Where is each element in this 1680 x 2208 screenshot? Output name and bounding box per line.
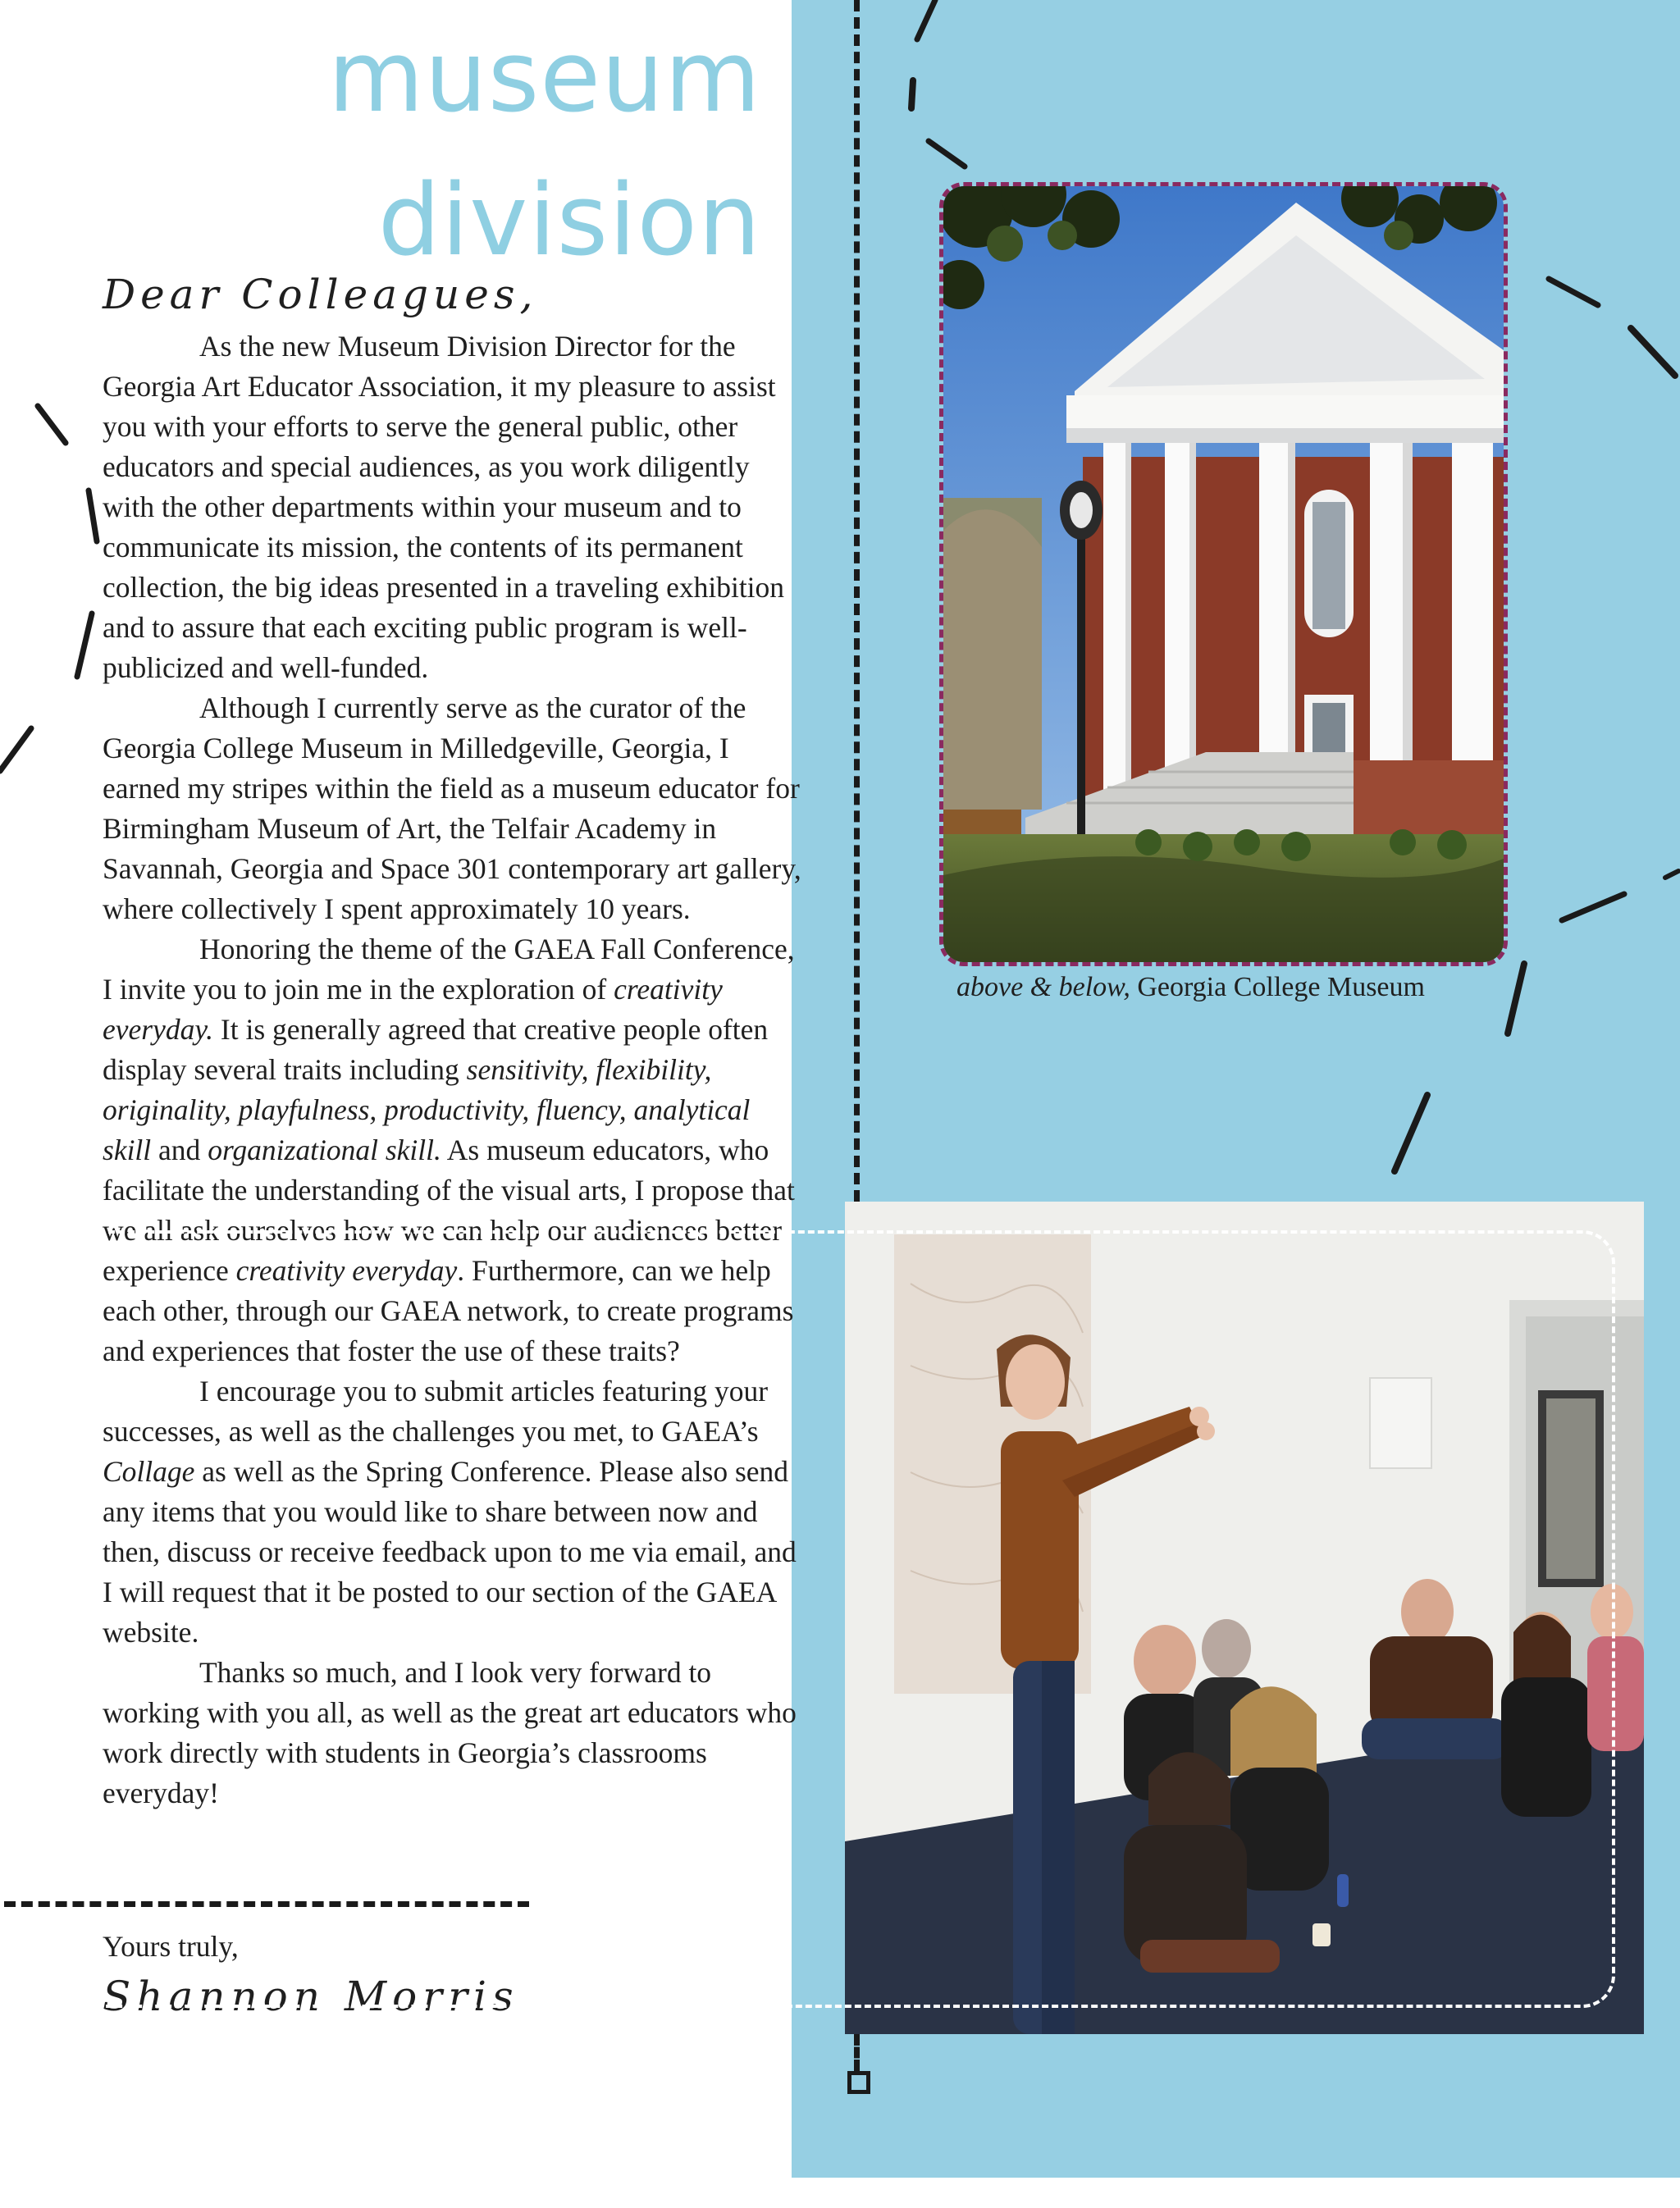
page-title-line2: division [377, 164, 761, 278]
text-span: as well as the Spring Conference. Please also send any items that you would like to share between now and then, discuss or receive feedback upon to me via email, and I will request that it be posted to our section of the GAEA website. [103, 1455, 797, 1649]
page-title-line1: museum [327, 21, 761, 135]
letter-paragraph-2: Although I currently serve as the curator of the Georgia College Museum in Milledgeville, Georgia, I earned my stripes within the field as a museum educator for Birmingham Museum of Art, the Telfair Academy in Savannah, Georgia and Space 301 contemporary art gallery, where collectively I spent approximately 10 years. [103, 691, 801, 925]
letter-paragraph-1: As the new Museum Division Director for the Georgia Art Educator Association, it my pleasure to assist you with your efforts to serve the general public, other educators and special audiences, as you work diligently with the other departments within your museum and to communicate its mission, the contents of its permanent collection, the big ideas presented in a traveling exhibition and to assure that each exciting public program is well-publicized and well-funded. [103, 330, 785, 684]
caption-italic: above & below, [956, 972, 1130, 1002]
letter-body [103, 326, 804, 1813]
letter-salutation: Dear Colleagues, [103, 271, 538, 318]
letter-paragraph-3 [103, 929, 804, 1371]
letter-closing: Yours truly, [103, 1930, 239, 1963]
text-span: It is generally agreed that creative people often display several traits including [103, 1013, 769, 1086]
letter-signature: Shannon Morris [103, 1973, 519, 2020]
text-span: . Furthermore, can we help each other, through our GAEA network, to create programs and experiences that foster the use of these traits? [103, 1254, 794, 1367]
letter-paragraph-4 [103, 1371, 804, 1653]
text-span: As museum educators, who facilitate the understanding of the visual arts, I propose that we all ask ourselves how we can help our audiences better experience [103, 1134, 795, 1287]
museum-building-illustration [943, 186, 1504, 962]
italic-span: creativity everyday [235, 1254, 458, 1287]
italic-span: organizational skill. [208, 1134, 441, 1166]
italic-span: Collage [103, 1455, 195, 1488]
gallery-talk-illustration [845, 1202, 1644, 2034]
caption-text: Georgia College Museum [1130, 972, 1425, 1002]
italic-span: creativity everyday. [103, 973, 723, 1046]
text-span: and [151, 1134, 208, 1166]
horizontal-dashed-divider [4, 1901, 529, 1907]
italic-span: sensitivity, flexibility, originality, playfulness, productivity, fluency, analytical skill [103, 1053, 751, 1166]
photo-caption [956, 972, 1425, 1003]
gallery-talk-photo [845, 1202, 1644, 2034]
museum-building-photo [939, 182, 1508, 966]
letter-paragraph-5: Thanks so much, and I look very forward to working with you all, as well as the great art educators who work directly with students in Georgia’s classrooms everyday! [103, 1656, 797, 1809]
text-span: I encourage you to submit articles featuring your successes, as well as the challenges you met, to GAEA’s [103, 1375, 769, 1448]
text-span: Honoring the theme of the GAEA Fall Conference, I invite you to join me in the exploration of [103, 933, 795, 1006]
